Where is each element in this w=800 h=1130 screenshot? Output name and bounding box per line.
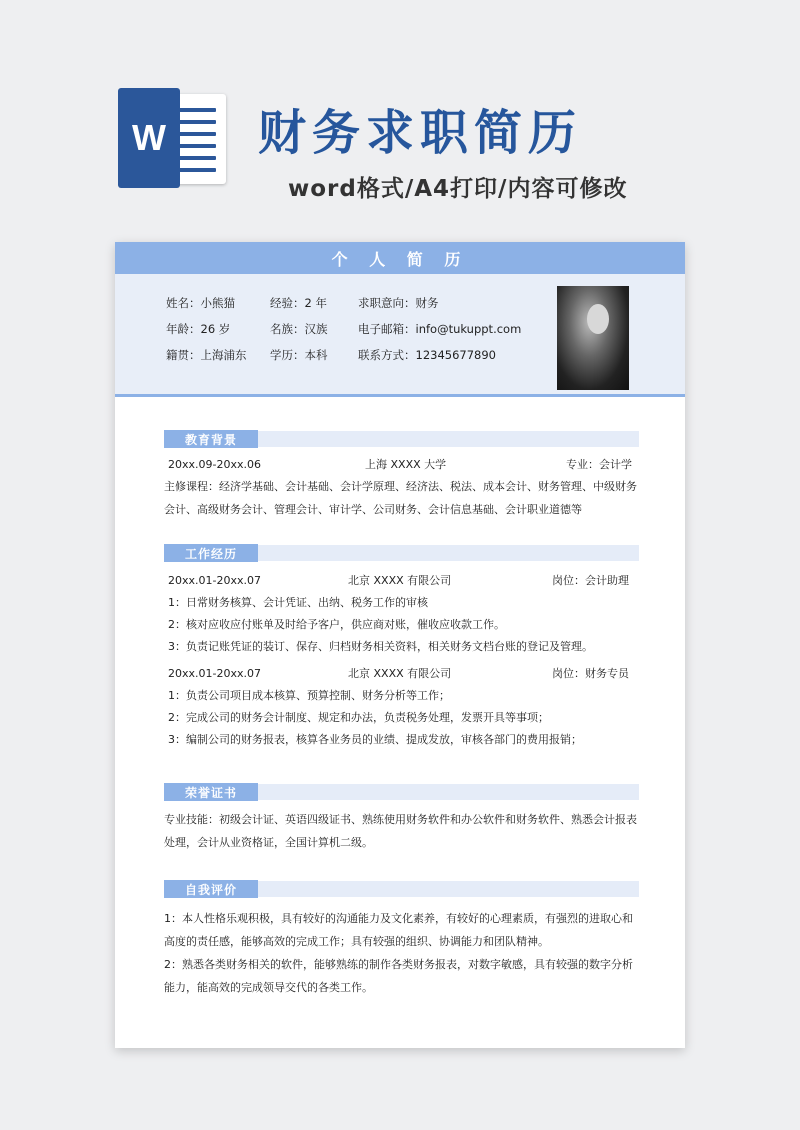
job-duty: 2：核对应收应付账单及时给予客户，供应商对账，催收应收款工作。 (168, 618, 505, 631)
info-row (166, 290, 558, 316)
self-eval-p1: 1：本人性格乐观积极，具有较好的沟通能力及文化素养，有较好的心理素质，有强烈的进取心和高度的责任感，能够高效的完成工作；具有较强的组织、协调能力和团队精神。 (164, 912, 633, 948)
personal-info-panel (115, 274, 685, 397)
job-company: 北京 XXXX 有限公司 (348, 667, 452, 680)
word-app-icon (118, 88, 226, 188)
info-phone: 联系方式：12345677890 (358, 348, 496, 362)
info-intent: 求职意向：财务 (358, 296, 439, 310)
resume-title: 个 人 简 历 (115, 242, 685, 274)
self-eval-p2: 2：熟悉各类财务相关的软件，能够熟练的制作各类财务报表，对数字敏感，具有较强的数字分析能力，能高效的完成领导交代的各类工作。 (164, 958, 633, 994)
job-position: 岗位：会计助理 (552, 574, 629, 587)
edu-major: 专业：会计学 (566, 458, 632, 471)
honors-section (164, 783, 639, 854)
education-section (164, 430, 639, 521)
honors-text: 专业技能：初级会计证、英语四级证书、熟练使用财务软件和办公软件和财务软件、熟悉会计报表处理，会计从业资格证，全国计算机二级。 (164, 813, 637, 849)
profile-photo (557, 286, 629, 390)
section-heading: 自我评价 (164, 880, 258, 898)
info-age: 年龄：26 岁 (166, 322, 231, 336)
info-hometown: 籍贯：上海浦东 (166, 348, 247, 362)
info-row (166, 316, 558, 342)
job-period: 20xx.01-20xx.07 (168, 667, 261, 680)
edu-courses: 主修课程：经济学基础、会计基础、会计学原理、经济法、税法、成本会计、财务管理、中级财务会计、高级财务会计、管理会计、审计学、公司财务、会计信息基础、会计职业道德等 (164, 480, 637, 516)
resume-document (115, 242, 685, 1048)
work-section (164, 544, 639, 750)
section-heading: 工作经历 (164, 544, 258, 562)
info-experience: 经验：2 年 (270, 296, 327, 310)
self-evaluation-section (164, 880, 639, 999)
job-duty: 1：负责公司项目成本核算、预算控制、财务分析等工作； (168, 689, 450, 702)
job-duty: 2：完成公司的财务会计制度、规定和办法，负责税务处理，发票开具等事项； (168, 711, 549, 724)
edu-period: 20xx.09-20xx.06 (168, 458, 261, 471)
job-duty: 3：负责记账凭证的装订、保存、归档财务相关资料，相关财务文档台账的登记及管理。 (168, 640, 593, 653)
job-company: 北京 XXXX 有限公司 (348, 574, 452, 587)
page-subtitle: word格式/A4打印/内容可修改 (288, 176, 628, 202)
info-ethnicity: 名族：汉族 (270, 322, 328, 336)
job-period: 20xx.01-20xx.07 (168, 574, 261, 587)
edu-school: 上海 XXXX 大学 (365, 458, 447, 471)
word-letter-icon: W (118, 88, 180, 188)
info-email: 电子邮箱：info@tukuppt.com (358, 322, 522, 336)
info-name: 姓名：小熊猫 (166, 296, 235, 310)
job-position: 岗位：财务专员 (552, 667, 629, 680)
job-duty: 1：日常财务核算、会计凭证、出纳、税务工作的审核 (168, 596, 428, 609)
section-heading: 教育背景 (164, 430, 258, 448)
job-duty: 3：编制公司的财务报表，核算各业务员的业绩、提成发放，审核各部门的费用报销； (168, 733, 582, 746)
section-heading: 荣誉证书 (164, 783, 258, 801)
page-title: 财务求职简历 (258, 105, 583, 161)
info-education: 学历：本科 (270, 348, 328, 362)
info-row (166, 342, 558, 368)
